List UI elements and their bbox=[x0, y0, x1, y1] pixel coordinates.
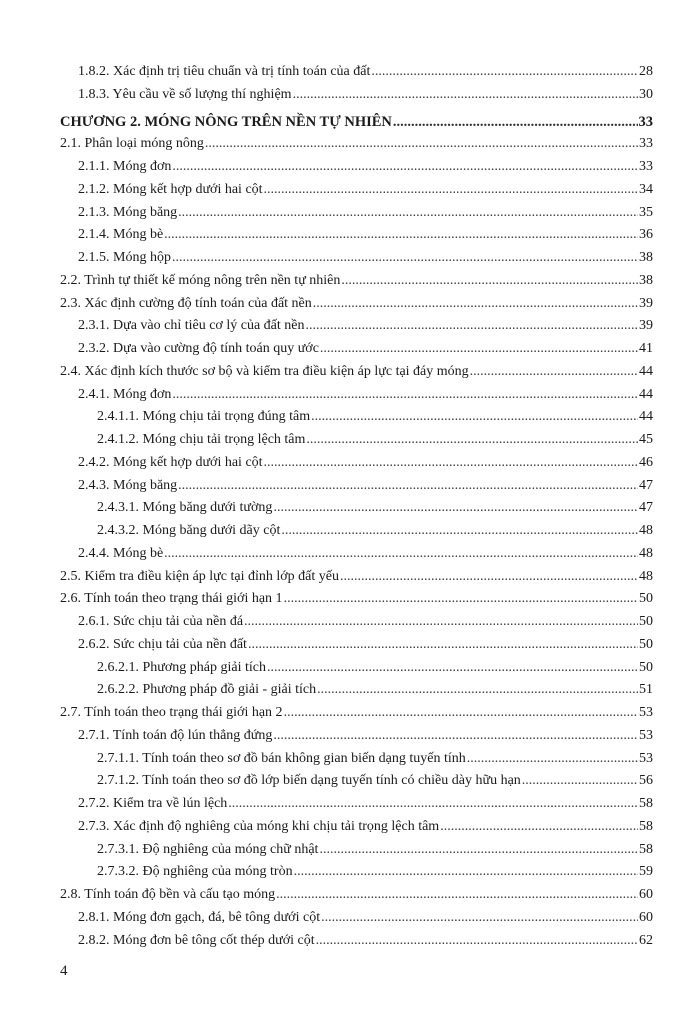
toc-entry-title: 2.1.1. Móng đơn bbox=[78, 159, 172, 174]
toc-entry bbox=[0, 247, 675, 269]
toc-entry bbox=[0, 725, 675, 747]
toc-entry bbox=[0, 930, 675, 952]
toc-entry-title: 2.4.3. Móng băng bbox=[78, 477, 178, 493]
toc-entry-page: 48 bbox=[639, 545, 653, 561]
toc-entry-page: 50 bbox=[639, 659, 653, 675]
toc-entry-page: 33 bbox=[639, 159, 653, 174]
toc-entry-title: 2.4.1. Móng đơn bbox=[78, 386, 172, 402]
toc-dot-leader bbox=[264, 452, 638, 474]
toc-entry-title: 2.8. Tính toán độ bền và cấu tạo móng bbox=[60, 887, 276, 902]
toc-entry bbox=[0, 452, 675, 474]
toc-dot-leader bbox=[281, 520, 638, 542]
toc-entry-page: 36 bbox=[639, 227, 653, 243]
toc-entry-title: 2.4.1.2. Móng chịu tải trọng lệch tâm bbox=[97, 432, 306, 447]
toc-chapter-entry bbox=[0, 111, 675, 133]
toc-entry bbox=[0, 634, 675, 656]
toc-dot-leader bbox=[273, 725, 638, 747]
toc-entry bbox=[0, 315, 675, 337]
toc-entry-title: 2.4.4. Móng bè bbox=[78, 545, 164, 561]
toc-entry-title: 2.3.1. Dựa vào chỉ tiêu cơ lý của đất nền bbox=[78, 318, 305, 334]
toc-entry-page: 53 bbox=[639, 727, 653, 743]
toc-dot-leader bbox=[440, 816, 638, 838]
toc-dot-leader bbox=[264, 179, 638, 201]
toc-entry-title: 2.3.2. Dựa vào cường độ tính toán quy ước bbox=[78, 341, 319, 356]
toc-entry bbox=[0, 770, 675, 792]
toc-entry bbox=[0, 270, 675, 292]
toc-dot-leader bbox=[316, 930, 638, 952]
toc-entry-title: 2.4.1.1. Móng chịu tải trọng đúng tâm bbox=[97, 409, 311, 425]
toc-dot-leader bbox=[172, 156, 638, 178]
toc-dot-leader bbox=[467, 748, 638, 770]
toc-entry-page: 35 bbox=[639, 204, 653, 220]
toc-entry-page: 44 bbox=[639, 386, 653, 402]
toc-entry-page: 38 bbox=[639, 250, 653, 265]
toc-dot-leader bbox=[393, 111, 638, 133]
toc-entry-page: 39 bbox=[639, 295, 653, 311]
toc-entry bbox=[0, 497, 675, 519]
toc-entry bbox=[0, 293, 675, 315]
toc-entry-page: 58 bbox=[639, 818, 653, 834]
toc-entry-page: 38 bbox=[639, 272, 653, 288]
toc-entry bbox=[0, 816, 675, 838]
toc-entry-title: 1.8.2. Xác định trị tiêu chuẩn và trị tính toán của đất bbox=[78, 64, 371, 79]
toc-entry-title: 2.1.2. Móng kết hợp dưới hai cột bbox=[78, 181, 263, 197]
toc-entry-page: 30 bbox=[639, 86, 653, 102]
toc-dot-leader bbox=[371, 61, 638, 83]
toc-entry-page: 33 bbox=[639, 136, 653, 152]
toc-dot-leader bbox=[319, 839, 638, 861]
toc-entry-title: 2.1. Phân loại móng nông bbox=[60, 136, 204, 152]
toc-entry bbox=[0, 611, 675, 633]
toc-entry-title: 2.4.2. Móng kết hợp dưới hai cột bbox=[78, 454, 263, 470]
toc-entry bbox=[0, 133, 675, 155]
toc-entry bbox=[0, 61, 675, 83]
toc-entry bbox=[0, 566, 675, 588]
toc-dot-leader bbox=[284, 702, 638, 724]
toc-dot-leader bbox=[284, 588, 638, 610]
toc-entry-page: 48 bbox=[639, 523, 653, 538]
toc-entry bbox=[0, 679, 675, 701]
toc-entry-page: 33 bbox=[638, 113, 653, 130]
toc-entry-title: 2.6.2. Sức chịu tải của nền đất bbox=[78, 636, 247, 652]
toc-entry-page: 58 bbox=[639, 841, 653, 857]
toc-dot-leader bbox=[276, 884, 638, 906]
toc-entry-title: 2.7.1.2. Tính toán theo sơ đồ lớp biến dạng tuyến tính có chiều dày hữu hạn bbox=[97, 773, 521, 789]
toc-entry bbox=[0, 907, 675, 929]
toc-dot-leader bbox=[522, 770, 638, 792]
toc-entry-title: 2.5. Kiểm tra điều kiện áp lực tại đỉnh lớp đất yếu bbox=[60, 568, 339, 584]
toc-entry bbox=[0, 384, 675, 406]
toc-entry-title: 2.7.3.2. Độ nghiêng của móng tròn bbox=[97, 864, 293, 880]
toc-dot-leader bbox=[340, 566, 638, 588]
toc-entry-title: 2.4.3.1. Móng băng dưới tường bbox=[97, 500, 273, 516]
toc-dot-leader bbox=[164, 224, 638, 246]
toc-entry-title: CHƯƠNG 2. MÓNG NÔNG TRÊN NỀN TỰ NHIÊN bbox=[60, 113, 392, 130]
toc-dot-leader bbox=[172, 247, 638, 269]
toc-entry bbox=[0, 475, 675, 497]
toc-dot-leader bbox=[294, 861, 638, 883]
toc-entry bbox=[0, 839, 675, 861]
toc-entry bbox=[0, 224, 675, 246]
toc-dot-leader bbox=[164, 543, 638, 565]
toc-entry-page: 41 bbox=[639, 341, 653, 356]
page-number: 4 bbox=[60, 963, 68, 979]
toc-entry bbox=[0, 156, 675, 178]
toc-dot-leader bbox=[313, 293, 638, 315]
toc-entry-page: 28 bbox=[639, 64, 653, 79]
toc-entry-title: 2.7.3. Xác định độ nghiêng của móng khi chịu tải trọng lệch tâm bbox=[78, 818, 440, 834]
toc-entry-page: 47 bbox=[639, 500, 653, 516]
toc-dot-leader bbox=[178, 202, 638, 224]
toc-dot-leader bbox=[244, 611, 638, 633]
toc-entry bbox=[0, 406, 675, 428]
toc-dot-leader bbox=[306, 429, 638, 451]
toc-entry bbox=[0, 702, 675, 724]
toc-entry-page: 44 bbox=[639, 363, 653, 379]
toc-entry-title: 2.7. Tính toán theo trạng thái giới hạn 2 bbox=[60, 705, 283, 720]
toc-entry bbox=[0, 861, 675, 883]
toc-dot-leader bbox=[311, 406, 638, 428]
toc-dot-leader bbox=[320, 338, 638, 360]
toc-dot-leader bbox=[205, 133, 638, 155]
toc-dot-leader bbox=[293, 84, 638, 106]
toc-entry-page: 59 bbox=[639, 864, 653, 880]
toc-entry bbox=[0, 884, 675, 906]
toc-dot-leader bbox=[267, 657, 638, 679]
toc-entry-page: 50 bbox=[639, 614, 653, 629]
toc-entry-title: 2.8.1. Móng đơn gạch, đá, bê tông dưới cột bbox=[78, 909, 321, 925]
toc-entry bbox=[0, 361, 675, 383]
toc-entry-title: 2.8.2. Móng đơn bê tông cốt thép dưới cột bbox=[78, 932, 315, 948]
toc-entry-page: 50 bbox=[639, 636, 653, 652]
toc-entry-title: 2.6.2.2. Phương pháp đồ giải - giải tích bbox=[97, 682, 317, 698]
toc-entry-title: 2.6.2.1. Phương pháp giải tích bbox=[97, 659, 266, 675]
toc-entry-page: 60 bbox=[639, 887, 653, 902]
toc-entry-page: 51 bbox=[639, 682, 653, 698]
toc-entry-page: 58 bbox=[639, 796, 653, 811]
toc-entry bbox=[0, 748, 675, 770]
toc-dot-leader bbox=[321, 907, 638, 929]
toc-entry-title: 2.7.1.1. Tính toán theo sơ đồ bán không gian biến dạng tuyến tính bbox=[97, 750, 466, 766]
toc-entry-title: 2.6. Tính toán theo trạng thái giới hạn 1 bbox=[60, 591, 283, 607]
toc-entry-page: 39 bbox=[639, 318, 653, 334]
toc-entry-page: 56 bbox=[639, 773, 653, 789]
toc-dot-leader bbox=[305, 315, 638, 337]
toc-entry-page: 62 bbox=[639, 932, 653, 948]
toc-entry bbox=[0, 520, 675, 542]
toc-entry bbox=[0, 429, 675, 451]
toc-dot-leader bbox=[178, 475, 638, 497]
toc-entry-page: 44 bbox=[639, 409, 653, 425]
toc-entry-page: 50 bbox=[639, 591, 653, 607]
toc-entry-page: 46 bbox=[639, 454, 653, 470]
toc-dot-leader bbox=[317, 679, 638, 701]
toc-entry-title: 2.7.3.1. Độ nghiêng của móng chữ nhật bbox=[97, 841, 319, 857]
toc-entry-title: 2.2. Trình tự thiết kế móng nông trên nền tự nhiên bbox=[60, 272, 341, 288]
toc-entry bbox=[0, 543, 675, 565]
toc-dot-leader bbox=[248, 634, 638, 656]
toc-dot-leader bbox=[470, 361, 638, 383]
toc-entry-title: 2.7.1. Tính toán độ lún thẳng đứng bbox=[78, 727, 273, 743]
toc-entry bbox=[0, 179, 675, 201]
toc-entry-title: 2.1.4. Móng bè bbox=[78, 227, 164, 243]
toc-entry-page: 53 bbox=[639, 705, 653, 720]
toc-entry-page: 45 bbox=[639, 432, 653, 447]
toc-entry bbox=[0, 793, 675, 815]
toc-dot-leader bbox=[273, 497, 638, 519]
toc-entry-page: 34 bbox=[639, 181, 653, 197]
toc-dot-leader bbox=[228, 793, 638, 815]
toc-entry-page: 60 bbox=[639, 909, 653, 925]
toc-entry bbox=[0, 338, 675, 360]
toc-entry bbox=[0, 588, 675, 610]
toc-dot-leader bbox=[341, 270, 638, 292]
toc-entry-title: 2.4. Xác định kích thước sơ bộ và kiểm tra điều kiện áp lực tại đáy móng bbox=[60, 363, 469, 379]
toc-entry-title: 2.7.2. Kiểm tra về lún lệch bbox=[78, 796, 228, 811]
toc-entry-title: 2.4.3.2. Móng băng dưới dãy cột bbox=[97, 523, 281, 538]
toc-entry-page: 47 bbox=[639, 477, 653, 493]
toc-entry-page: 53 bbox=[639, 750, 653, 766]
toc-entry-title: 1.8.3. Yêu cầu về số lượng thí nghiệm bbox=[78, 86, 292, 102]
toc-entry-title: 2.3. Xác định cường độ tính toán của đất nền bbox=[60, 295, 312, 311]
toc-entry-title: 2.1.5. Móng hộp bbox=[78, 250, 171, 265]
toc-entry bbox=[0, 202, 675, 224]
toc-entry bbox=[0, 657, 675, 679]
toc-entry-page: 48 bbox=[639, 568, 653, 584]
toc-entry-title: 2.6.1. Sức chịu tải của nền đá bbox=[78, 614, 244, 629]
toc-dot-leader bbox=[172, 384, 638, 406]
toc-entry-title: 2.1.3. Móng băng bbox=[78, 204, 178, 220]
toc-entry bbox=[0, 84, 675, 106]
